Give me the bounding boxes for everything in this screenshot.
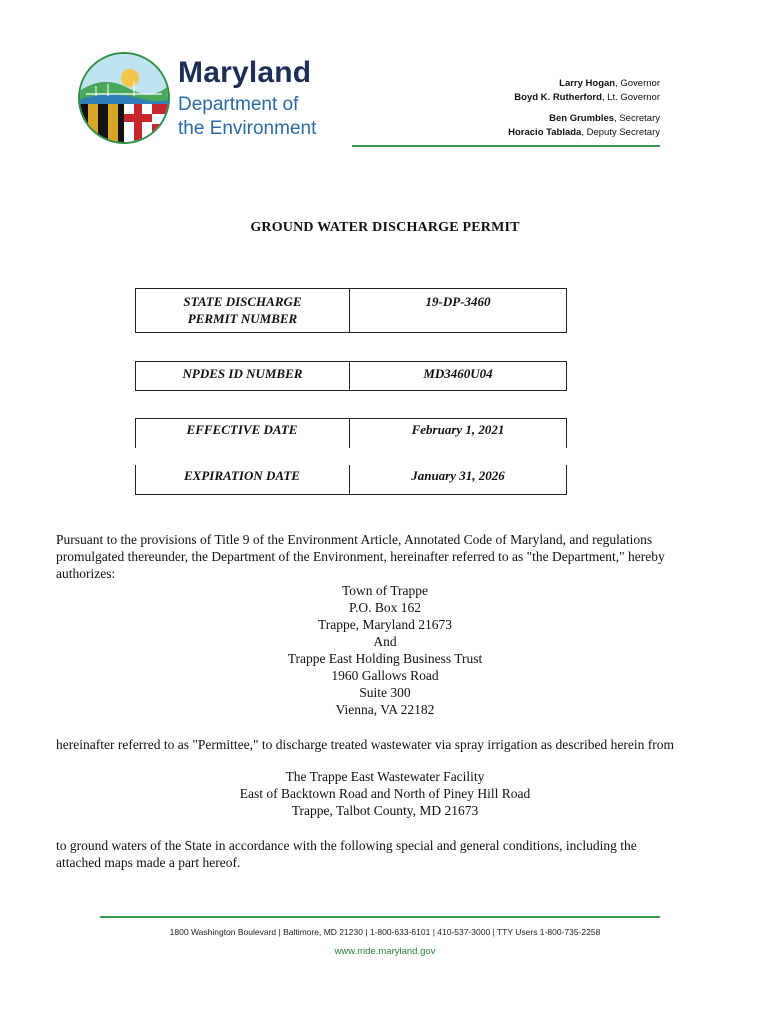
official-lt-governor: Boyd K. Rutherford, Lt. Governor [514,92,660,103]
state-permit-value: 19-DP-3460 [425,294,491,309]
dates-right-border-top [566,418,567,448]
effective-date-value: February 1, 2021 [411,422,505,437]
expiration-date-value: January 31, 2026 [411,468,505,483]
dates-table-bottom-rule [135,494,567,495]
facility-line: East of Backtown Road and North of Piney Hill Road [239,786,531,801]
permittee-line: And [373,634,397,649]
dates-right-border-bottom [566,465,567,495]
official-governor: Larry Hogan, Governor [559,78,660,89]
npdes-label: NPDES ID NUMBER [182,366,303,381]
document-title: GROUND WATER DISCHARGE PERMIT [250,220,520,235]
hereinafter-paragraph: hereinafter referred to as "Permittee," to discharge treated wastewater via spray irrigation as described herein from [56,737,675,752]
permittee-line: 1960 Gallows Road [331,668,439,683]
expiration-date-label: EXPIRATION DATE [184,468,300,483]
facility-line: The Trappe East Wastewater Facility [285,769,485,784]
brand-department: Department of [178,94,299,115]
footer-divider [100,916,660,918]
state-permit-label: STATE DISCHARGE PERMIT NUMBER [183,294,302,326]
intro-paragraph: Pursuant to the provisions of Title 9 of the Environment Article, Annotated Code of Maryland, and regulations promulgated thereunder, the Department of the Environment, hereinafter referred to as "the Department," hereby authorizes: [56,532,665,581]
header-divider [352,145,660,147]
footer-website-link[interactable]: www.mde.maryland.gov [334,946,436,957]
permittee-line: Town of Trappe [341,583,429,598]
npdes-box [135,361,567,391]
footer-address: 1800 Washington Boulevard | Baltimore, MD 21230 | 1-800-633-6101 | 410-537-3000 | TTY Users 1-800-735-2258 [169,927,601,937]
official-deputy-secretary: Horacio Tablada, Deputy Secretary [508,127,660,138]
closing-paragraph: to ground waters of the State in accordance with the following special and general conditions, including the attached maps made a part hereof. [56,838,637,870]
dates-table-top-rule [135,418,567,419]
permittee-line: Trappe, Maryland 21673 [317,617,453,632]
facility-line: Trappe, Talbot County, MD 21673 [291,803,479,818]
brand-maryland: Maryland [178,56,312,89]
permittee-line: Trappe East Holding Business Trust [287,651,483,666]
permittee-line: Vienna, VA 22182 [335,702,435,717]
permittee-line: Suite 300 [359,685,411,700]
official-secretary: Ben Grumbles, Secretary [549,113,660,124]
mde-logo [78,52,170,144]
state-permit-box [135,288,567,333]
npdes-value: MD3460U04 [423,366,493,381]
permittee-line: P.O. Box 162 [348,600,421,615]
brand-environment: the Environment [178,118,317,139]
effective-date-label: EFFECTIVE DATE [186,422,298,437]
